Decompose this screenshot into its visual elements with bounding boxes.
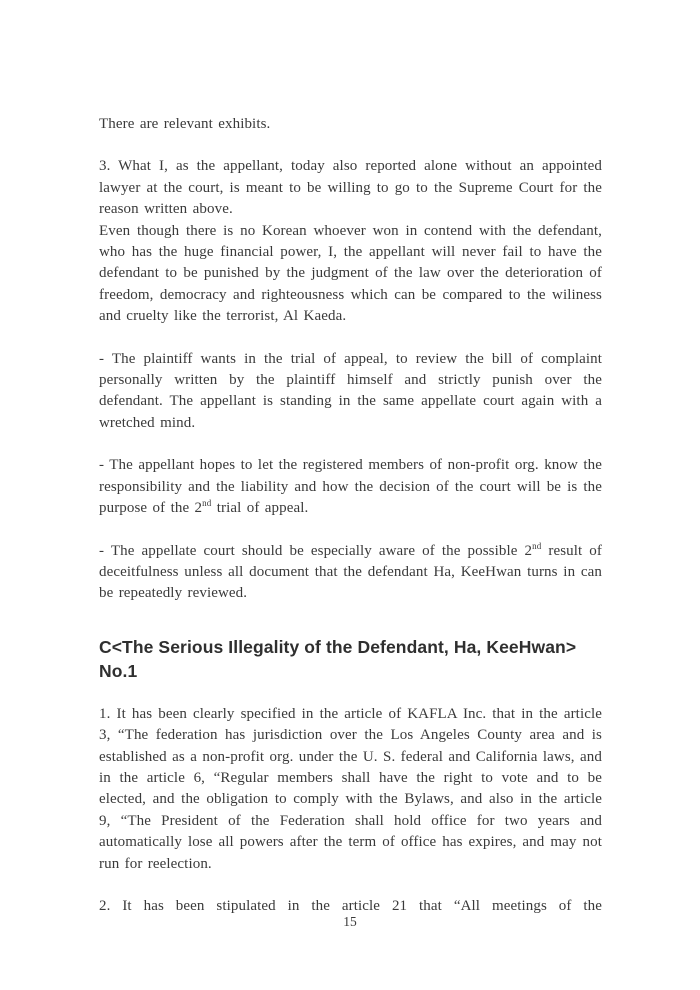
paragraph: Even though there is no Korean whoever won in contend with the defendant, who has the huge financial power, I, the appellant will never fail to have the defendant to be punished by the judgment of the law over the deterioration of freedom, democracy and righteousness which can be compared to the wiliness and cruelty like the terrorist, Al Kaeda. bbox=[99, 222, 602, 325]
paragraph: 3. What I, as the appellant, today also reported alone without an appointed lawyer at the court, is meant to be willing to go to the Supreme Court for the reason written above. bbox=[99, 158, 602, 218]
paragraph: 1. It has been clearly specified in the article of KAFLA Inc. that in the article 3, “The federation has jurisdiction over the Los Angeles County area and is established as a non-profit org. under the U. S. federal and California laws, and in the article 6, “Regular members shall have the right to vote and to be elected, and the obligation to comply with the Bylaws, and also in the article 9, “The President of the Federation shall hold office for two years and automatically lose all powers after the term of office has expires, and may not run for reelection. bbox=[99, 705, 602, 872]
paragraph: - The plaintiff wants in the trial of appeal, to review the bill of complaint personally written by the plaintiff himself and strictly punish over the defendant. The appellant is standing in the same appellate court again with a wretched mind. bbox=[99, 350, 602, 431]
page-content bbox=[99, 114, 602, 917]
paragraph: - The appellate court should be especially aware of the possible 2nd result of deceitfulness unless all document that the defendant Ha, KeeHwan turns in can be repeatedly reviewed. bbox=[99, 540, 602, 602]
superscript-ordinal: nd bbox=[532, 540, 542, 551]
section-heading: C<The Serious Illegality of the Defendant, Ha, KeeHwan> No.1 bbox=[99, 636, 577, 681]
paragraph: 2. It has been stipulated in the article 21 that “All meetings of the bbox=[99, 897, 602, 914]
page-number: 15 bbox=[343, 914, 357, 929]
superscript-ordinal: nd bbox=[202, 498, 212, 509]
paragraph: - The appellant hopes to let the registered members of non-profit org. know the responsibility and the liability and how the decision of the court will be is the purpose of the 2nd trial of appeal. bbox=[99, 457, 602, 517]
paragraph: There are relevant exhibits. bbox=[99, 116, 271, 132]
